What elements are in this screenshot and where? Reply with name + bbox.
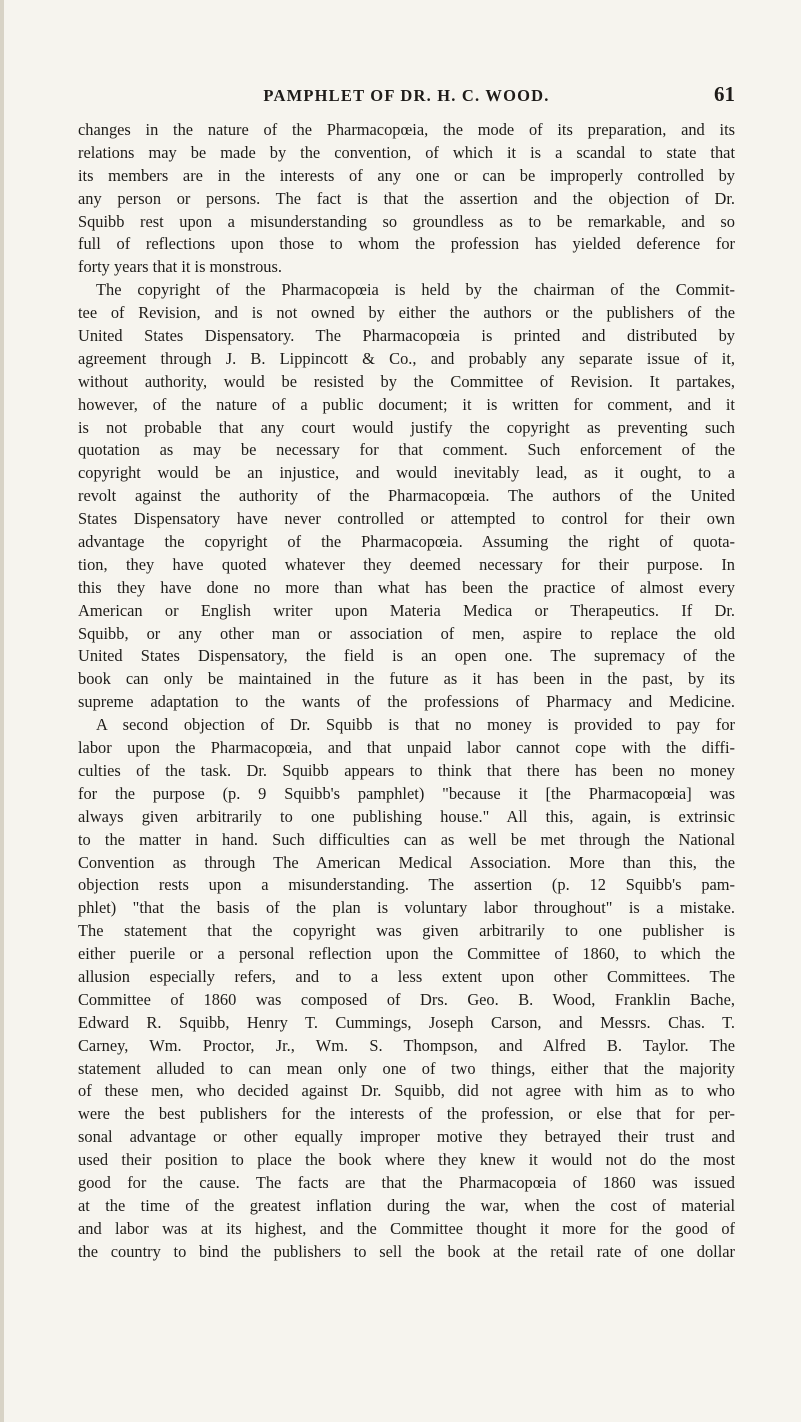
text-line: Squibb rest upon a misunderstanding so groundless as to be remarkable, and so	[78, 211, 735, 231]
text-line: were the best publishers for the interests of the profession, or else that for per-	[78, 1104, 735, 1124]
text-line: United States Dispensatory, the field is an open one. The supremacy of the	[78, 646, 735, 666]
text-line: without authority, would be resisted by the Committee of Revision. It partakes,	[78, 371, 735, 391]
text-line: Carney, Wm. Proctor, Jr., Wm. S. Thompson, and Alfred B. Taylor. The	[78, 1035, 735, 1055]
text-line: however, of the nature of a public document; it is written for comment, and it	[78, 394, 735, 414]
text-line: agreement through J. B. Lippincott & Co., and probably any separate issue of it,	[78, 348, 735, 368]
text-line: changes in the nature of the Pharmacopœia, the mode of its preparation, and its	[78, 120, 735, 139]
text-line: this they have done no more than what has been the practice of almost every	[78, 577, 735, 597]
text-line: phlet) "that the basis of the plan is voluntary labor throughout" is a mistake.	[78, 898, 735, 918]
text-line: to the matter in hand. Such difficulties can as well be met through the National	[78, 829, 735, 849]
text-line: for the purpose (p. 9 Squibb's pamphlet) "because it [the Pharmacopœia] was	[78, 783, 735, 803]
text-line: at the time of the greatest inflation during the war, when the cost of material	[78, 1195, 735, 1215]
text-line: objection rests upon a misunderstanding. The assertion (p. 12 Squibb's pam-	[78, 875, 735, 895]
body-text	[78, 119, 735, 1264]
text-line: full of reflections upon those to whom the profession has yielded deference for	[78, 234, 735, 254]
page-header	[78, 82, 735, 112]
text-line: copyright would be an injustice, and would inevitably lead, as it ought, to a	[78, 463, 735, 483]
text-line: tee of Revision, and is not owned by either the authors or the publishers of the	[78, 303, 735, 323]
text-line: revolt against the authority of the Pharmacopœia. The authors of the United	[78, 486, 735, 506]
running-head: PAMPHLET OF DR. H. C. WOOD.	[263, 86, 550, 105]
text-line: Convention as through The American Medical Association. More than this, the	[78, 852, 735, 872]
text-line: either puerile or a personal reflection upon the Committee of 1860, to which the	[78, 944, 735, 964]
text-line: the country to bind the publishers to sell the book at the retail rate of one dollar	[78, 1241, 735, 1261]
text-line: used their position to place the book where they knew it would not do the most	[78, 1150, 735, 1170]
text-line: culties of the task. Dr. Squibb appears to think that there has been no money	[78, 760, 735, 780]
text-line: sonal advantage or other equally improper motive they betrayed their trust and	[78, 1127, 735, 1147]
page-edge	[0, 0, 4, 1422]
text-line: The copyright of the Pharmacopœia is held by the chairman of the Commit-	[96, 280, 735, 300]
text-line: labor upon the Pharmacopœia, and that unpaid labor cannot cope with the diffi-	[78, 738, 735, 758]
text-line: advantage the copyright of the Pharmacopœia. Assuming the right of quota-	[78, 532, 735, 552]
text-line: States Dispensatory have never controlled or attempted to control for their own	[78, 509, 735, 529]
text-line: American or English writer upon Materia Medica or Therapeutics. If Dr.	[78, 600, 735, 620]
page-number: 61	[714, 82, 735, 106]
text-line: supreme adaptation to the wants of the professions of Pharmacy and Medicine.	[78, 692, 735, 712]
text-line: A second objection of Dr. Squibb is that no money is provided to pay for	[96, 715, 735, 735]
text-line: book can only be maintained in the future as it has been in the past, by its	[78, 669, 735, 689]
text-line: always given arbitrarily to one publishing house." All this, again, is extrinsic	[78, 806, 735, 826]
text-line: any person or persons. The fact is that the assertion and the objection of Dr.	[78, 188, 735, 208]
text-line: tion, they have quoted whatever they deemed necessary for their purpose. In	[78, 554, 735, 574]
text-line: relations may be made by the convention, of which it is a scandal to state that	[78, 142, 735, 162]
text-line: of these men, who decided against Dr. Squibb, did not agree with him as to who	[78, 1081, 735, 1101]
text-line: is not probable that any court would justify the copyright as preventing such	[78, 417, 735, 437]
text-line: allusion especially refers, and to a less extent upon other Committees. The	[78, 966, 735, 986]
text-line: Committee of 1860 was composed of Drs. Geo. B. Wood, Franklin Bache,	[78, 989, 735, 1009]
text-line: Squibb, or any other man or association of men, aspire to replace the old	[78, 623, 735, 643]
text-line: and labor was at its highest, and the Committee thought it more for the good of	[78, 1218, 735, 1238]
text-line: its members are in the interests of any one or can be improperly controlled by	[78, 165, 735, 185]
text-line: quotation as may be necessary for that comment. Such enforcement of the	[78, 440, 735, 460]
text-line: statement alluded to can mean only one of two things, either that the majority	[78, 1058, 735, 1078]
text-line: forty years that it is monstrous.	[78, 257, 282, 277]
text-line: Edward R. Squibb, Henry T. Cummings, Joseph Carson, and Messrs. Chas. T.	[78, 1012, 735, 1032]
text-line: The statement that the copyright was given arbitrarily to one publisher is	[78, 921, 735, 941]
text-line: United States Dispensatory. The Pharmacopœia is printed and distributed by	[78, 326, 735, 346]
text-line: good for the cause. The facts are that the Pharmacopœia of 1860 was issued	[78, 1172, 735, 1192]
